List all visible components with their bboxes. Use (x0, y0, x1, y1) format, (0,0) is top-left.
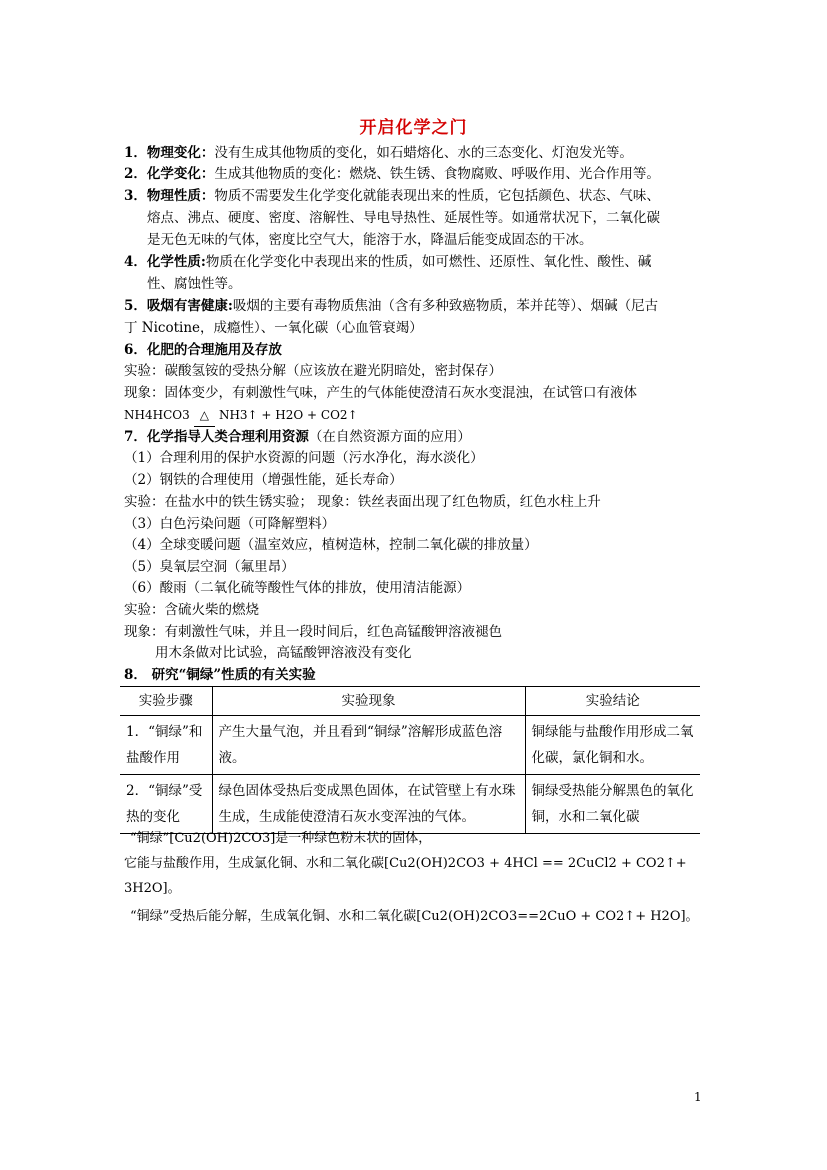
eq-products: NH3↑ + H2O + CO2↑ (218, 408, 358, 422)
s7-line: 实验：在盐水中的铁生锈实验； 现象：铁丝表面出现了红色物质，红色水柱上升 (124, 494, 601, 510)
s7-line: （3）白色污染问题（可降解塑料） (124, 516, 336, 532)
s6-experiment: 实验：碳酸氢铵的受热分解（应该放在避光阴暗处，密封保存） (124, 363, 502, 379)
s7-heading: 7．化学指导人类合理利用资源（在自然资源方面的应用） (124, 429, 471, 445)
table-header: 实验现象 (212, 687, 525, 716)
item-3-cont-1: 熔点、沸点、硬度、密度、溶解性、导电导热性、延展性等。如通常状况下，二氧化碳 (147, 210, 660, 226)
table-row (120, 775, 700, 834)
item-heading: 物理性质： (146, 188, 215, 204)
item-heading: 物理变化： (146, 145, 215, 161)
item-6: 6．化肥的合理施用及存放 (124, 342, 282, 358)
item-1: 1．物理变化：没有生成其他物质的变化，如石蜡熔化、水的三态变化、灯泡发光等。 (124, 145, 633, 161)
item-5-cont: 丁 Nicotine，成瘾性）、一氧化碳（心血管衰竭） (124, 320, 423, 336)
s7-line: （5）臭氧层空洞（氟里昂） (124, 559, 295, 575)
s7-line: 现象：有刺激性气味，并且一段时间后，红色高锰酸钾溶液褪色 (124, 624, 502, 640)
table-row (120, 716, 700, 775)
item-heading: 化肥的合理施用及存放 (146, 342, 282, 358)
item-heading: 化学性质: (146, 254, 206, 270)
table-header: 实验结论 (525, 687, 700, 716)
s6-observation: 现象：固体变少，有刺激性气味，产生的气体能使澄清石灰水变混浊，在试管口有液体 (124, 385, 637, 401)
table-cell: 铜绿能与盐酸作用形成二氧化碳，氯化铜和水。 (525, 716, 700, 775)
table-cell: 1．“铜绿”和盐酸作用 (120, 716, 212, 775)
note-line: 它能与盐酸作用，生成氯化铜、水和二氧化碳[Cu2(OH)2CO3 + 4HCl == 2CuCl2 + CO2↑+ (124, 856, 687, 871)
s7-line: （2）钢铁的合理使用（增强性能，延长寿命） (124, 472, 403, 488)
heat-condition-icon: △ (194, 405, 215, 427)
item-heading: 化学变化： (146, 166, 215, 182)
item-5: 5．吸烟有害健康:吸烟的主要有毒物质焦油（含有多种致癌物质，苯并芘等）、烟碱（尼古 (124, 298, 659, 314)
s8-heading: 8． 研究“铜绿”性质的有关实验 (124, 667, 316, 683)
page-number: 1 (694, 1090, 702, 1104)
s7-line: 实验：含硫火柴的燃烧 (124, 602, 259, 618)
s7-line: （6）酸雨（二氧化硫等酸性气体的排放，使用清洁能源） (124, 580, 471, 596)
table-cell: 2．“铜绿”受热的变化 (120, 775, 212, 834)
item-4: 4．化学性质:物质在化学变化中表现出来的性质，如可燃性、还原性、氧化性、酸性、碱 (124, 254, 652, 270)
page-title: 开启化学之门 (359, 118, 468, 138)
note-line: 3H2O]。 (124, 881, 181, 896)
s7-line: （4）全球变暖问题（温室效应，植树造林，控制二氧化碳的排放量） (124, 537, 538, 553)
item-2: 2．化学变化：生成其他物质的变化：燃烧、铁生锈、食物腐败、呼吸作用、光合作用等。 (124, 166, 660, 182)
note-line: “铜绿”受热后能分解，生成氧化铜、水和二氧化碳[Cu2(OH)2CO3==2CuO + CO2↑+ H2O]。 (130, 909, 699, 924)
table-header-row (120, 687, 700, 716)
eq-reactant: NH4HCO3 (124, 408, 190, 422)
table-cell: 产生大量气泡，并且看到“铜绿”溶解形成蓝色溶液。 (212, 716, 525, 775)
s7-indent-line: 用木条做对比试验，高锰酸钾溶液没有变化 (155, 645, 412, 661)
item-3: 3．物理性质：物质不需要发生化学变化就能表现出来的性质，它包括颜色、状态、气味、 (124, 188, 660, 204)
table-cell: 绿色固体受热后变成黑色固体，在试管壁上有水珠生成，生成能使澄清石灰水变浑浊的气体。 (212, 775, 525, 834)
table-cell: 铜绿受热能分解黑色的氧化铜，水和二氧化碳 (525, 775, 700, 834)
s7-line: （1）合理利用的保护水资源的问题（污水净化，海水淡化） (124, 450, 484, 466)
note-line: “铜绿”[Cu2(OH)2CO3]是一种绿色粉末状的固体， (130, 831, 432, 846)
table-header: 实验步骤 (120, 687, 212, 716)
copper-patina-table (120, 686, 700, 834)
item-4-cont-1: 性、腐蚀性等。 (147, 276, 242, 292)
s6-equation (124, 405, 358, 427)
item-3-cont-2: 是无色无味的气体，密度比空气大，能溶于水，降温后能变成固态的干冰。 (147, 232, 593, 248)
item-heading: 吸烟有害健康: (146, 298, 233, 314)
